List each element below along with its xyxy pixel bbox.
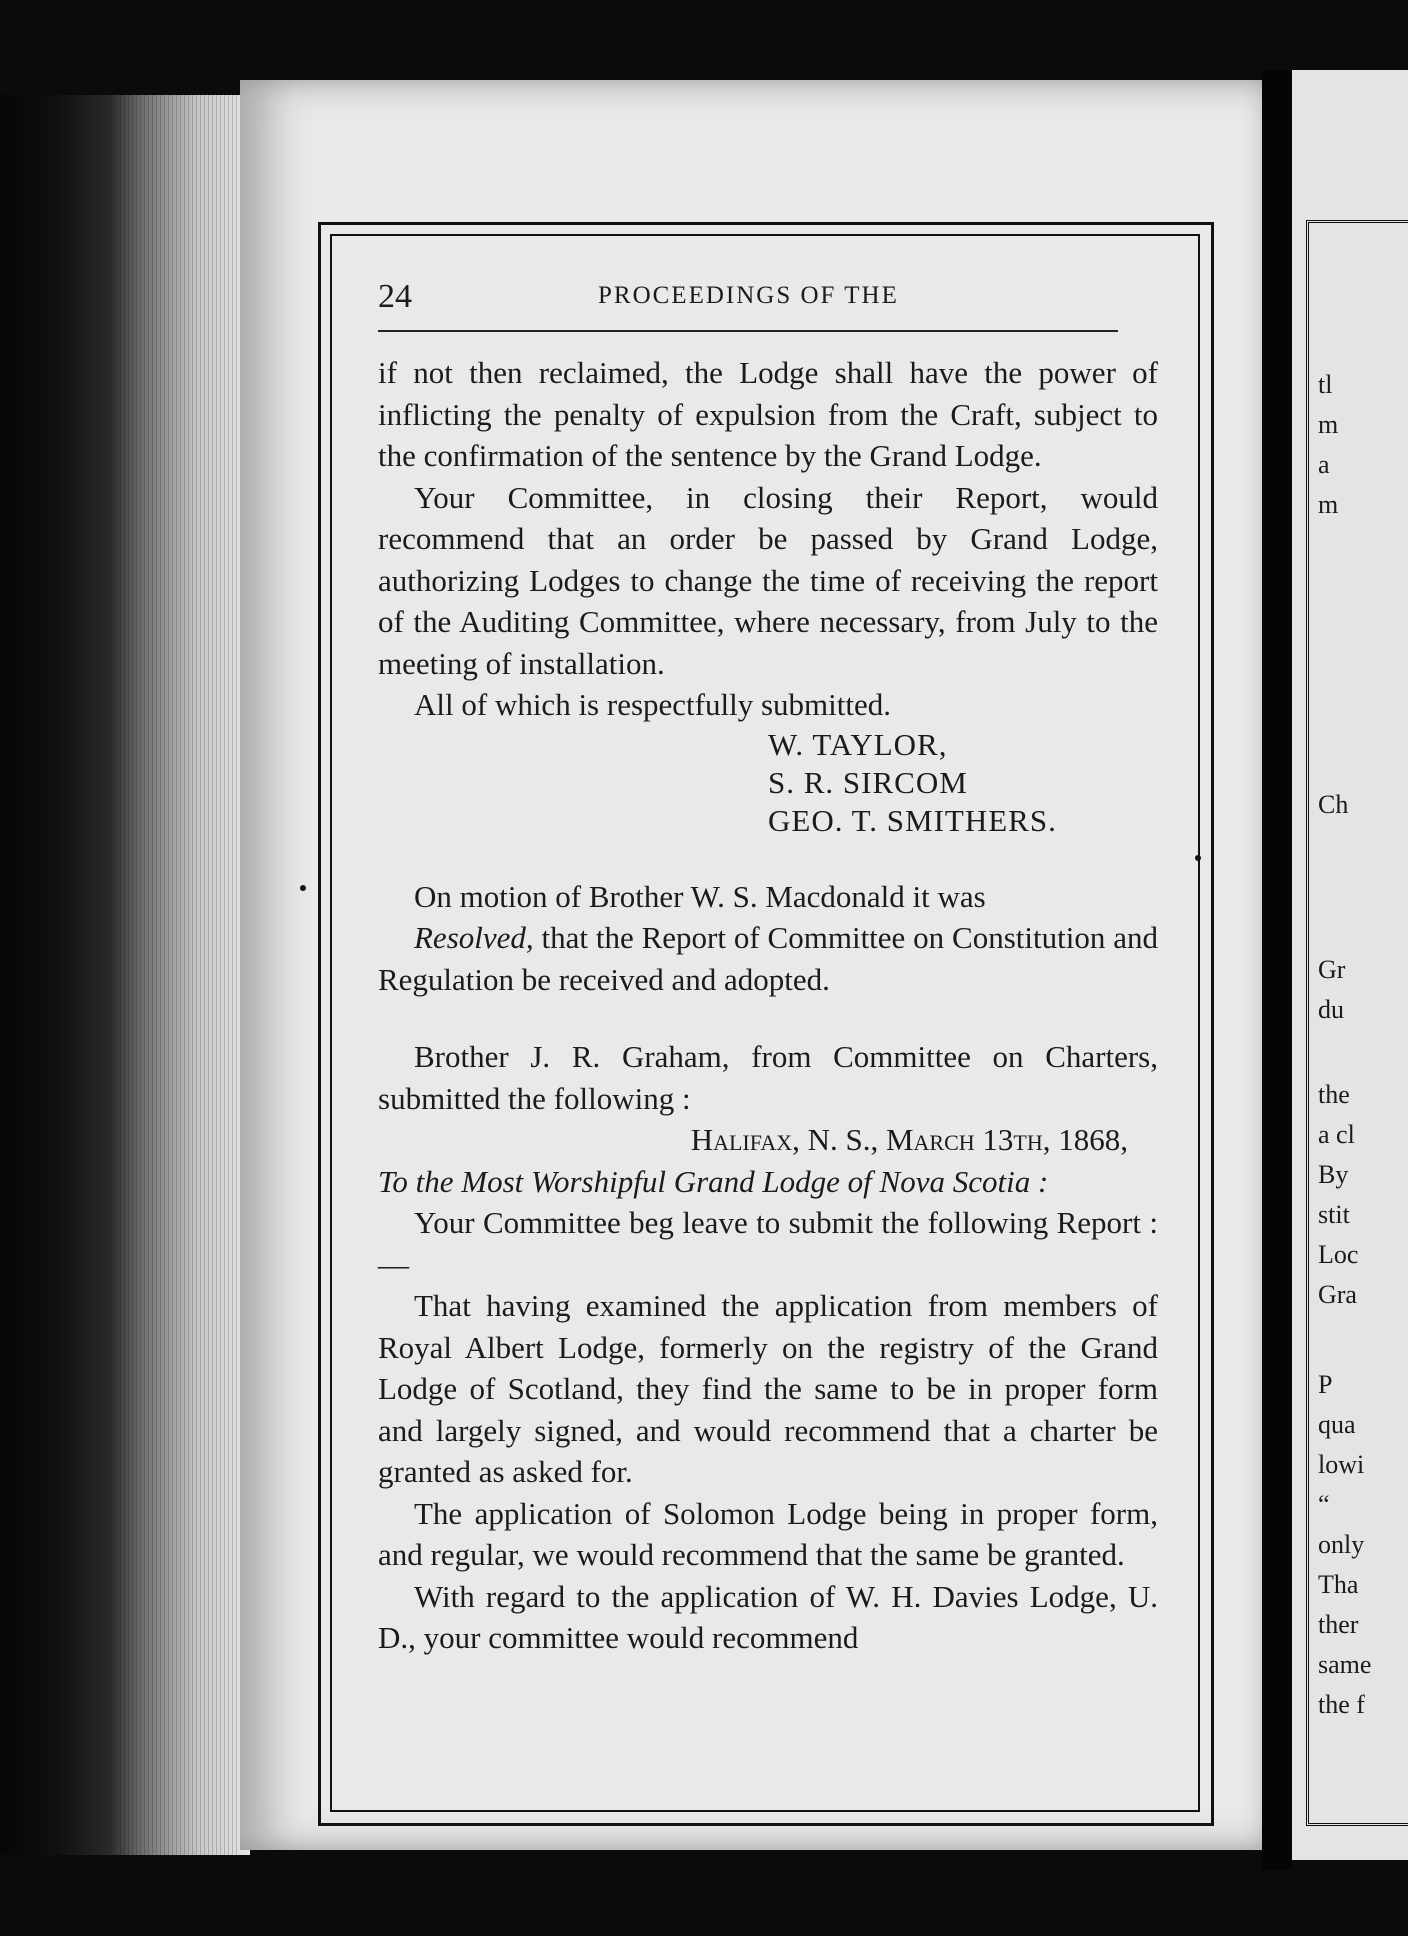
facing-fragment: lowi (1318, 1450, 1365, 1479)
page-number: 24 (378, 278, 412, 315)
signature-block (378, 726, 1158, 840)
facing-fragment: Tha (1318, 1570, 1359, 1599)
paragraph: if not then reclaimed, the Lodge shall have the power of inflicting the penalty of expulsion from the Craft, subject to the confirmation of the sentence by the Grand Lodge. (378, 355, 1158, 473)
paragraph: Your Committee, in closing their Report, would recommend that an order be passed by Grand Lodge, authorizing Lodges to change the time of receiving the report of the Auditing Committee, where necessary, from July to the meeting of installation. (378, 479, 1158, 681)
facing-fragment: du (1318, 995, 1344, 1024)
facing-fragment: a cl (1318, 1120, 1355, 1149)
dateline: Halifax, N. S., March 13th, 1868, (690, 1122, 1128, 1157)
facing-fragment: qua (1318, 1410, 1356, 1439)
facing-fragment: “ (1318, 1490, 1330, 1519)
facing-fragment: Ch (1318, 790, 1349, 819)
facing-fragment: only (1318, 1530, 1365, 1559)
paragraph: With regard to the application of W. H. Davies Lodge, U. D., your committee would recommend (378, 1578, 1158, 1655)
facing-fragment: a (1318, 450, 1330, 479)
resolution-paragraph (378, 917, 1158, 1000)
book-gutter (1262, 70, 1292, 1870)
page-content (378, 268, 1158, 1659)
facing-fragment: stit (1318, 1200, 1350, 1229)
print-speck (300, 885, 306, 891)
facing-fragment: ther (1318, 1610, 1359, 1639)
paragraph: Brother J. R. Graham, from Committee on Charters, submitted the following : (378, 1039, 1158, 1116)
running-head: PROCEEDINGS OF THE (598, 282, 899, 309)
facing-fragment: the (1318, 1080, 1350, 1109)
paragraph: On motion of Brother W. S. Macdonald it was (414, 878, 986, 914)
book-page-edges (0, 95, 250, 1855)
signature: GEO. T. SMITHERS. (768, 802, 1057, 838)
facing-fragment: tl (1318, 370, 1333, 399)
salutation: To the Most Worshipful Grand Lodge of Nova Scotia : (378, 1163, 1049, 1199)
facing-fragment: P (1318, 1370, 1333, 1399)
facing-fragment: same (1318, 1650, 1372, 1679)
facing-fragment: Gr (1318, 955, 1346, 984)
signature: S. R. SIRCOM (768, 764, 968, 800)
paragraph: The application of Solomon Lodge being in proper form, and regular, we would recommend that the same be granted. (378, 1495, 1158, 1572)
facing-fragment: the f (1318, 1690, 1365, 1719)
facing-fragment: Loc (1318, 1240, 1359, 1269)
paragraph: Your Committee beg leave to submit the following Report :— (378, 1205, 1158, 1282)
resolution-text: that the Report of Committee on Constitution and Regulation be received and adopted. (378, 920, 1158, 997)
facing-fragment: Gra (1318, 1280, 1357, 1309)
facing-fragment: By (1318, 1160, 1349, 1189)
resolved-label: Resolved, (414, 920, 534, 955)
page-header (378, 268, 1158, 324)
facing-page (1292, 70, 1408, 1860)
facing-fragment: m (1318, 490, 1339, 519)
paragraph: That having examined the application from members of Royal Albert Lodge, formerly on the registry of the Grand Lodge of Scotland, they find the same to be in proper form and largely signed, and would recommend that a charter be granted as asked for. (378, 1288, 1158, 1489)
signature: W. TAYLOR, (768, 726, 948, 762)
print-speck (1195, 855, 1201, 861)
facing-fragment: m (1318, 410, 1339, 439)
paragraph: All of which is respectfully submitted. (414, 687, 891, 722)
